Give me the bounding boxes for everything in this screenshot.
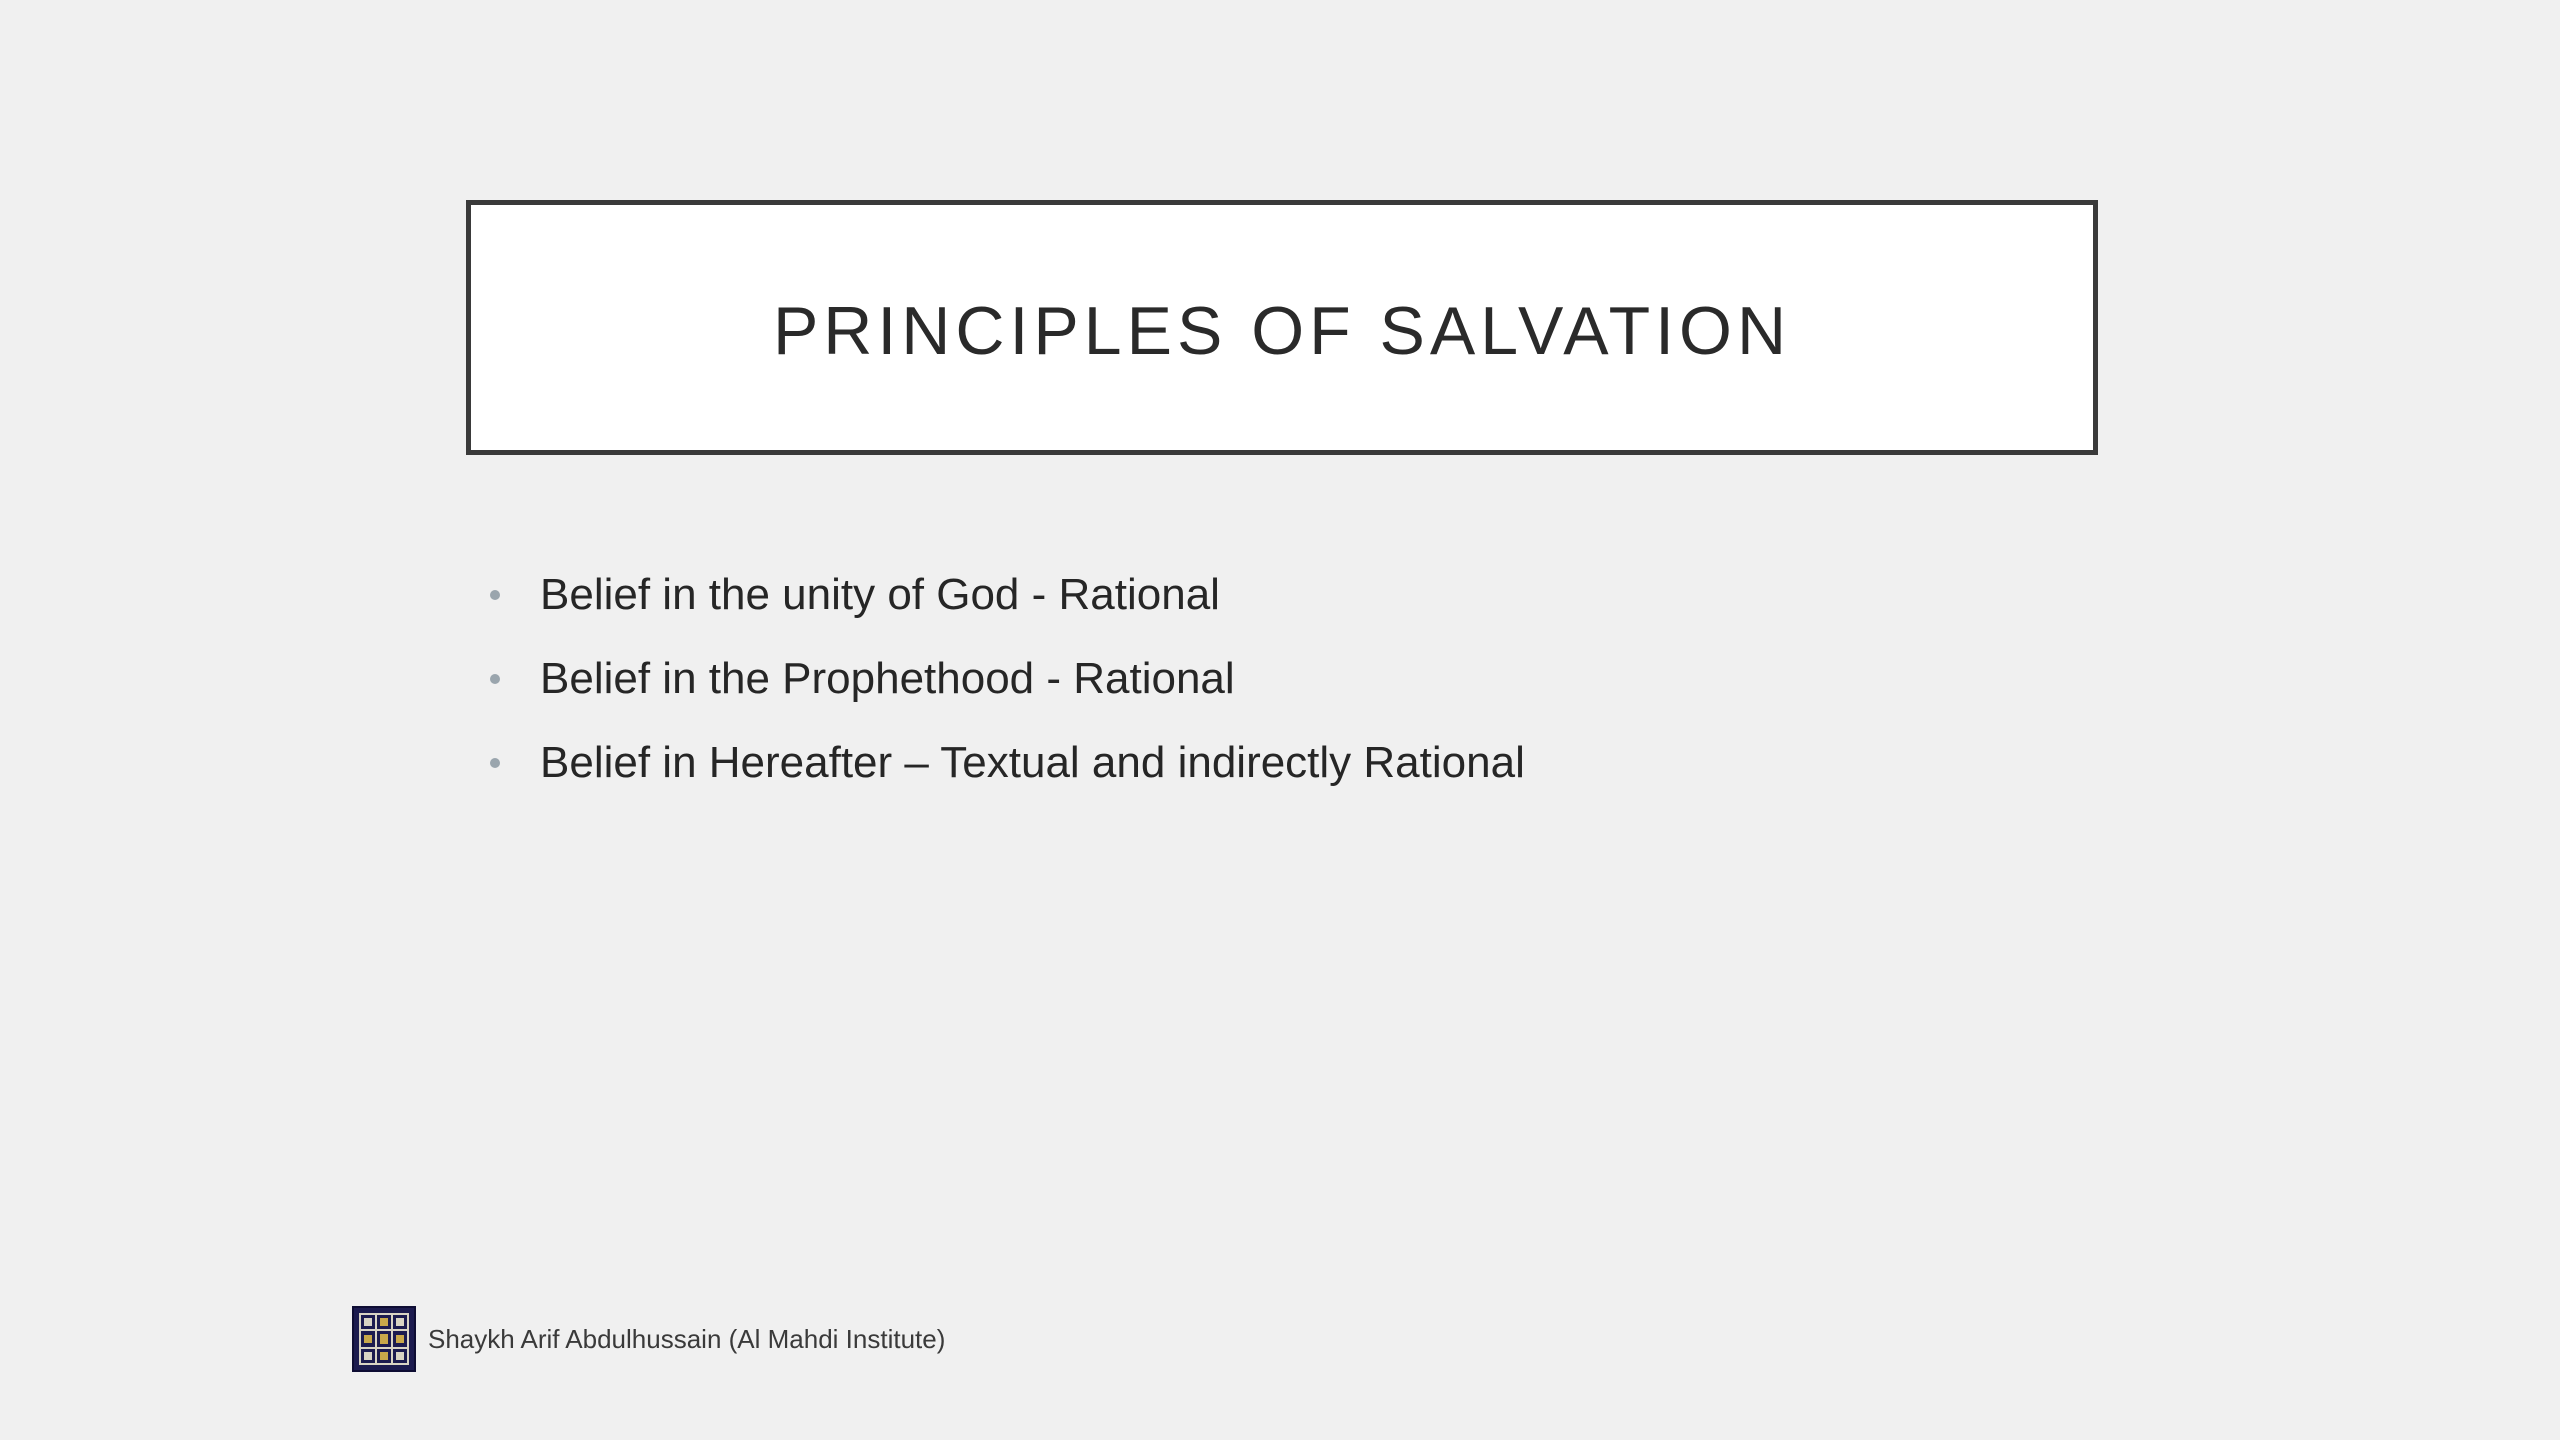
slide-title: PRINCIPLES OF SALVATION — [772, 292, 1792, 369]
bullet-text: Belief in the unity of God - Rational — [540, 570, 1220, 619]
title-box — [466, 200, 2098, 455]
bullet-text: Belief in Hereafter – Textual and indirectly Rational — [540, 738, 1525, 787]
bullet-list — [486, 553, 1525, 805]
bullet-dot-icon — [490, 758, 500, 768]
bullet-item — [486, 637, 1525, 721]
footer-text: Shaykh Arif Abdulhussain (Al Mahdi Institute) — [428, 1323, 946, 1354]
footer — [352, 1306, 945, 1372]
bullet-dot-icon — [490, 590, 500, 600]
bullet-dot-icon — [490, 674, 500, 684]
bullet-item — [486, 553, 1525, 637]
bullet-item — [486, 721, 1525, 805]
logo-graphic — [354, 1308, 414, 1370]
geometric-emblem-icon — [352, 1306, 416, 1372]
bullet-text: Belief in the Prophethood - Rational — [540, 654, 1235, 703]
